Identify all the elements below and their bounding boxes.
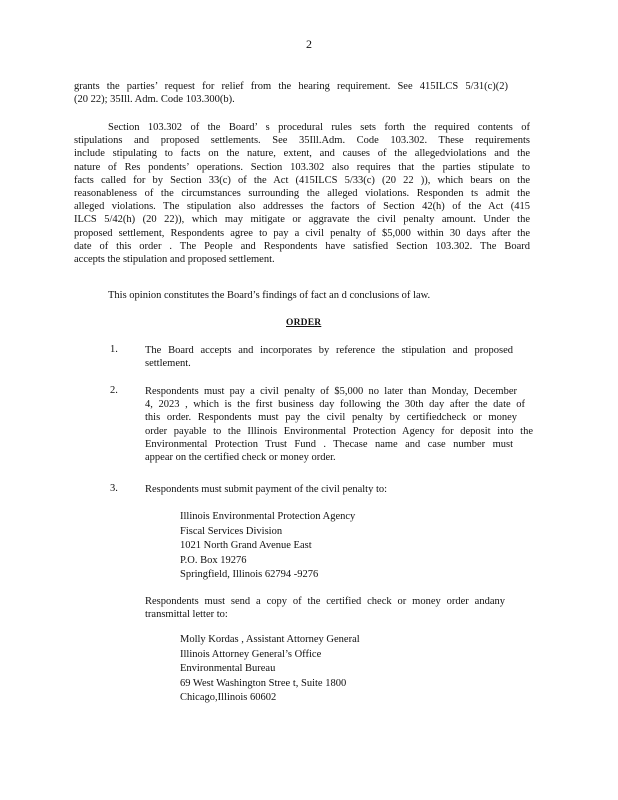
address-line: P.O. Box 19276 bbox=[180, 554, 247, 566]
text-line: order payable to the Illinois Environmental Protection Agency for deposit into the bbox=[145, 425, 533, 437]
paragraph-opinion: This opinion constitutes the Board’s findings of fact an d conclusions of law. bbox=[108, 290, 431, 301]
item-number: 3. bbox=[110, 483, 118, 494]
text-line: date of this order . The People and Respondents have satisfied Section 103.302. The Board bbox=[74, 240, 530, 252]
paragraph-procedural-rules bbox=[74, 121, 530, 266]
item-number: 1. bbox=[110, 344, 118, 355]
payment-address bbox=[180, 510, 355, 583]
text-line: Environmental Protection Trust Fund . Thecase name and case number must bbox=[145, 438, 513, 450]
address-line: 1021 North Grand Avenue East bbox=[180, 540, 312, 552]
order-item-1 bbox=[145, 344, 513, 370]
text-line: settlement. bbox=[145, 358, 191, 370]
text-line: alleged violations. The stipulation also addresses the factors of Section 42(h) of the Act (415 bbox=[74, 201, 530, 213]
text-line: 4, 2023 , which is the first business day following the 30th day after the date of bbox=[145, 399, 525, 411]
text-line: accepts the stipulation and proposed settlement. bbox=[74, 254, 275, 266]
text-line: Section 103.302 of the Board’ s procedural rules sets forth the required contents of bbox=[108, 122, 530, 133]
address-line: Environmental Bureau bbox=[180, 663, 276, 675]
address-line: Fiscal Services Division bbox=[180, 525, 283, 537]
attorney-address bbox=[180, 633, 360, 706]
order-item-2 bbox=[145, 385, 533, 464]
paragraph-hearing-relief bbox=[74, 80, 508, 106]
text-line: (20 22); 35Ill. Adm. Code 103.300(b). bbox=[74, 94, 235, 106]
text-line: Respondents must pay a civil penalty of $5,000 no later than Monday, December bbox=[145, 386, 517, 397]
address-line: Illinois Environmental Protection Agency bbox=[180, 511, 356, 522]
text-line: reasonableness of the circumstances surrounding the alleged violations. Responden ts admit the bbox=[74, 188, 530, 200]
text-line: stipulations and proposed settlements. See 35Ill.Adm. Code 103.302. These requirements bbox=[74, 135, 530, 147]
text-line: nature of Res pondents’ operations. Section 103.302 also requires that the parties stipulate to bbox=[74, 161, 530, 173]
text-line: grants the parties’ request for relief from the hearing requirement. See 415ILCS 5/31(c)(2) bbox=[74, 81, 508, 92]
text-line: facts called for by Section 33(c) of the Act (415ILCS 5/33(c) (20 22 )), which bears on the bbox=[74, 174, 530, 186]
text-line: include stipulating to facts on the nature, extent, and causes of the allegedviolations and the bbox=[74, 148, 530, 160]
text-line: ILCS 5/42(h) (20 22)), which may mitigate or aggravate the civil penalty amount. Under the bbox=[74, 214, 530, 226]
text-line: this order. Respondents must pay the civil penalty by certifiedcheck or money bbox=[145, 412, 517, 424]
text-line: transmittal letter to: bbox=[145, 609, 228, 621]
text-line: proposed settlement, Respondents agree to pay a civil penalty of $5,000 within 30 days after the bbox=[74, 227, 530, 239]
text-line: The Board accepts and incorporates by reference the stipulation and proposed bbox=[145, 345, 513, 356]
address-line: Illinois Attorney General’s Office bbox=[180, 648, 322, 660]
order-item-3: Respondents must submit payment of the civil penalty to: bbox=[145, 484, 388, 495]
address-line: 69 West Washington Stree t, Suite 1800 bbox=[180, 677, 347, 689]
address-line: Molly Kordas , Assistant Attorney General bbox=[180, 634, 360, 645]
order-heading: ORDER bbox=[286, 318, 322, 328]
page-number: 2 bbox=[306, 37, 312, 51]
paragraph-send-copy bbox=[145, 595, 505, 621]
address-line: Springfield, Illinois 62794 -9276 bbox=[180, 569, 319, 581]
text-line: Respondents must send a copy of the certified check or money order andany bbox=[145, 596, 505, 607]
address-line: Chicago,Illinois 60602 bbox=[180, 692, 277, 704]
text-line: appear on the certified check or money order. bbox=[145, 452, 336, 464]
item-number: 2. bbox=[110, 385, 118, 396]
